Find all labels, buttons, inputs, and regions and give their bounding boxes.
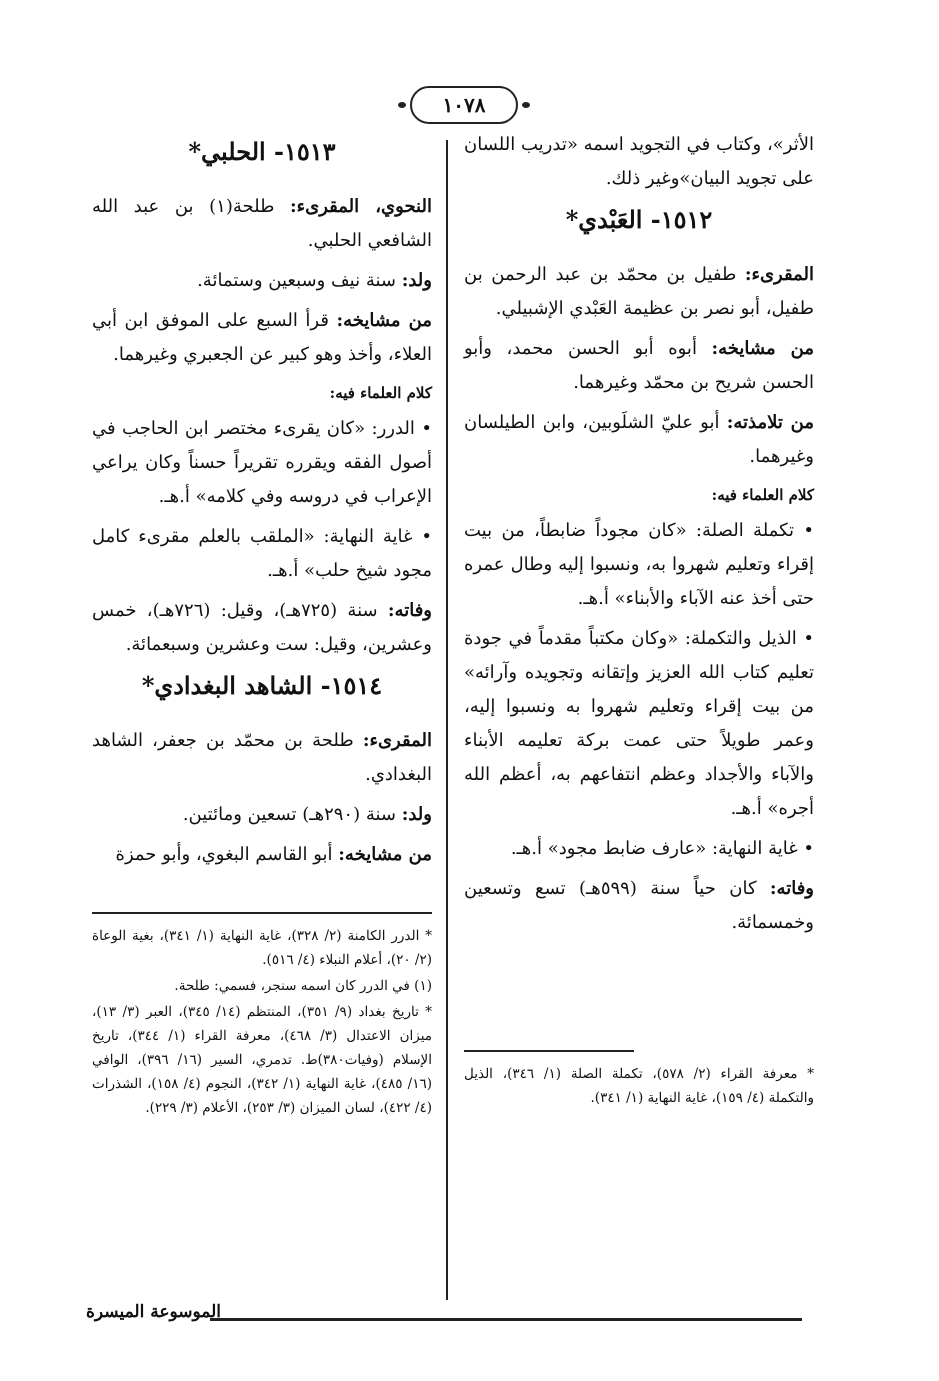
footnote-rule [464, 1050, 634, 1052]
birth-paragraph [92, 798, 432, 832]
label: ولد: [401, 270, 432, 291]
scholars-heading: كلام العلماء فيه: [711, 486, 814, 504]
label: من مشايخه: [711, 338, 815, 359]
reciter-paragraph [464, 258, 814, 326]
left-column [92, 128, 432, 1122]
death-paragraph [464, 872, 814, 940]
label: النحوي، المقرىء: [290, 196, 432, 217]
students-paragraph [464, 406, 814, 474]
teachers-paragraph [92, 304, 432, 372]
text: سنة (٧٢٥هـ)، وقيل: (٧٢٦هـ)، خمس وعشرين، وقيل: ست وعشرين وسبعمائة. [92, 600, 432, 655]
text: قرأ السبع على الموفق ابن أبي العلاء، وأخذ وهو كبير عن الجعبري وغيرهما. [92, 310, 432, 365]
footnote: * تاريخ بغداد (٩/ ٣٥١)، المنتظم (١٤/ ٣٤٥)، العبر (٣/ ١٣)، ميزان الاعتدال (٣/ ٤٦٨)، معرفة القراء (١/ ٣٤٤)، تاريخ الإسلام (وفيات٣٨٠)ط. تدمري، السير (١٦/ ٣٩٦)، الوافي (١٦/ ٤٨٥)، غاية النهاية (١/ ٣٤٢)، النجوم (٤/ ١٥٨)، الشذرات (٤/ ٤٢٢)، لسان الميزان (٣/ ٢٥٣)، الأعلام (٣/ ٢٢٩). [92, 1003, 433, 1116]
label: وفاته: [387, 600, 432, 621]
column-divider [446, 140, 448, 1300]
footnote: * الدرر الكامنة (٢/ ٣٢٨)، غاية النهاية (١/ ٣٤١)، بغية الوعاة (٢/ ٢٠)، أعلام النبلاء (٤/ ٥١٦). [92, 927, 433, 968]
footnote-rule [92, 912, 432, 914]
label: ولد: [401, 804, 432, 825]
entry-heading-1512: ١٥١٢- العَبْدي* [565, 205, 713, 234]
scholars-heading: كلام العلماء فيه: [329, 384, 432, 402]
label: من مشايخه: [338, 844, 432, 865]
footer-rule [210, 1318, 802, 1321]
page-number: ١٠٧٨ [410, 86, 518, 124]
footer-title: الموسوعة الميسرة [86, 1302, 222, 1322]
birth-paragraph [92, 264, 432, 298]
text: أبو عليّ الشلَوبين، وابن الطيلسان وغيرهما. [464, 412, 814, 467]
text: كان حياً سنة (٥٩٩هـ) تسع وتسعين وخمسمائة. [464, 878, 814, 933]
label: وفاته: [769, 878, 814, 899]
continuation-paragraph: الأثر»، وكتاب في التجويد اسمه «تدريب اللسان على تجويد البيان»وغير ذلك. [464, 134, 814, 189]
quote-paragraph: • غاية النهاية: «عارف ضابط مجود» أ.هـ. [510, 838, 814, 859]
footnote: (١) في الدرر كان اسمه سنجر، فسمي: طلحة. [174, 977, 432, 994]
label: من تلامذته: [726, 412, 814, 433]
label: المقرىء: [744, 264, 814, 285]
reciter-paragraph [92, 724, 432, 792]
quote-paragraph: • الذيل والتكملة: «وكان مكتباً مقدماً في جودة تعليم كتاب الله العزيز وإتقانه وتجويده وآرائه» من بيت إقراء وتعليم شهروا به ونسبوا إليه، وعمر طويلاً حتى عمت بركة تعليمه الأبناء والآباء والأجداد وعظم انتفاعهم به، أعظم الله أجره» أ.هـ. [464, 628, 814, 819]
footnote: * معرفة القراء (٢/ ٥٧٨)، تكملة الصلة (١/ ٣٤٦)، الذيل والتكملة (٤/ ١٥٩)، غاية النهاية (١/ ٣٤١). [464, 1065, 814, 1106]
death-paragraph [92, 594, 432, 662]
text: سنة (٢٩٠هـ) تسعين ومائتين. [182, 804, 402, 825]
text: سنة نيف وسبعين وستمائة. [197, 270, 402, 291]
text: طفيل بن محمّد بن عبد الرحمن بن طفيل، أبو نصر بن عظيمة العَبْدي الإشبيلي. [464, 264, 814, 319]
quote-paragraph: • غاية النهاية: «الملقب بالعلم مقرىء كامل مجود شيخ حلب» أ.هـ. [92, 526, 432, 581]
entry-heading-1514: ١٥١٤- الشاهد البغدادي* [141, 671, 383, 700]
teachers-paragraph [92, 838, 432, 872]
text: طلحة بن محمّد بن جعفر، الشاهد البغدادي. [92, 730, 432, 785]
label: المقرىء: [362, 730, 432, 751]
text: أبوه أبو الحسن محمد، وأبو الحسن شريح بن محمّد وغيرهما. [464, 338, 814, 393]
teachers-paragraph [464, 332, 814, 400]
text: أبو القاسم البغوي، وأبو حمزة [115, 844, 339, 865]
right-column [464, 128, 814, 1112]
entry-heading-1513: ١٥١٣- الحلبي* [188, 137, 336, 166]
text: طلحة(١) بن عبد الله الشافعي الحلبي. [92, 196, 432, 251]
quote-paragraph: • الدرر: «كان يقرىء مختصر ابن الحاجب في أصول الفقه ويقرره تقريراً حسناً وكان يراعي الإعراب في دروسه وفي كلامه» أ.هـ. [92, 418, 432, 507]
reciter-paragraph [92, 190, 432, 258]
quote-paragraph: • تكملة الصلة: «كان مجوداً ضابطاً، من بيت إقراء وتعليم شهروا به، ونسبوا إليه وطال عمره حتى أخذ عنه الآباء والأبناء» أ.هـ. [464, 520, 814, 609]
label: من مشايخه: [336, 310, 432, 331]
